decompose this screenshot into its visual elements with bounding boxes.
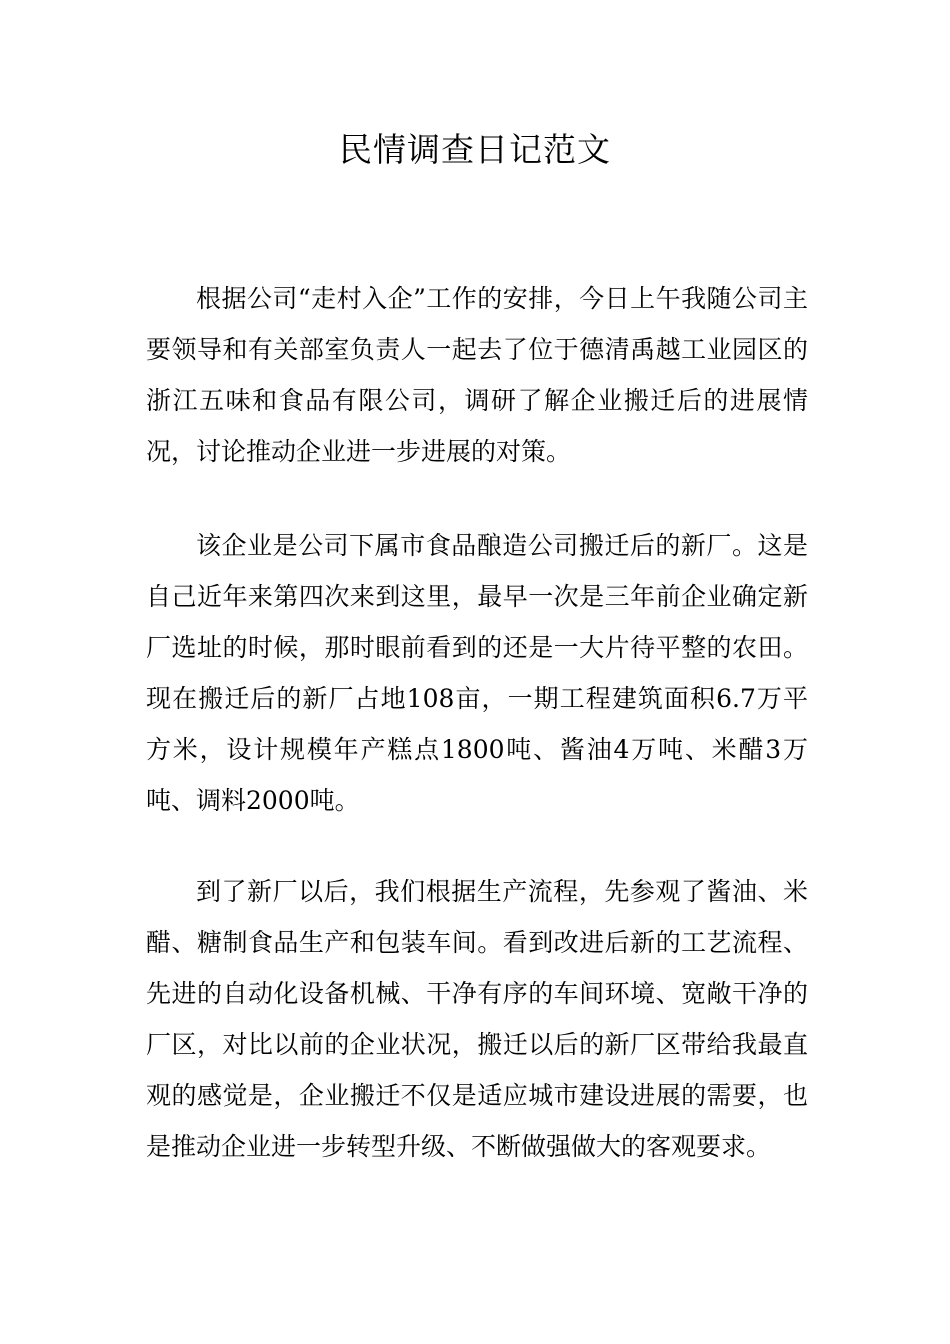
paragraph: 该企业是公司下属市食品酿造公司搬迁后的新厂。这是自己近年来第四次来到这里，最早一次是三年前企业确定新厂选址的时候，那时眼前看到的还是一大片待平整的农田。现在搬迁后的新厂占地108亩，一期工程建筑面积6.7万平方米，设计规模年产糕点1800吨、酱油4万吨、米醋3万吨、调料2000吨。 — [146, 531, 808, 815]
paragraph: 根据公司“走村入企”工作的安排，今日上午我随公司主要领导和有关部室负责人一起去了位于德清禹越工业园区的浙江五味和食品有限公司，调研了解企业搬迁后的进展情况，讨论推动企业进一步进展的对策。 — [146, 284, 808, 466]
document-title: 民情调查日记范文 — [339, 130, 611, 169]
paragraph: 到了新厂以后，我们根据生产流程，先参观了酱油、米醋、糖制食品生产和包装车间。看到改进后新的工艺流程、先进的自动化设备机械、干净有序的车间环境、宽敞干净的厂区，对比以前的企业状况，搬迁以后的新厂区带给我最直观的感觉是，企业搬迁不仅是适应城市建设进展的需要，也是推动企业进一步转型升级、不断做强做大的客观要求。 — [146, 877, 808, 1161]
